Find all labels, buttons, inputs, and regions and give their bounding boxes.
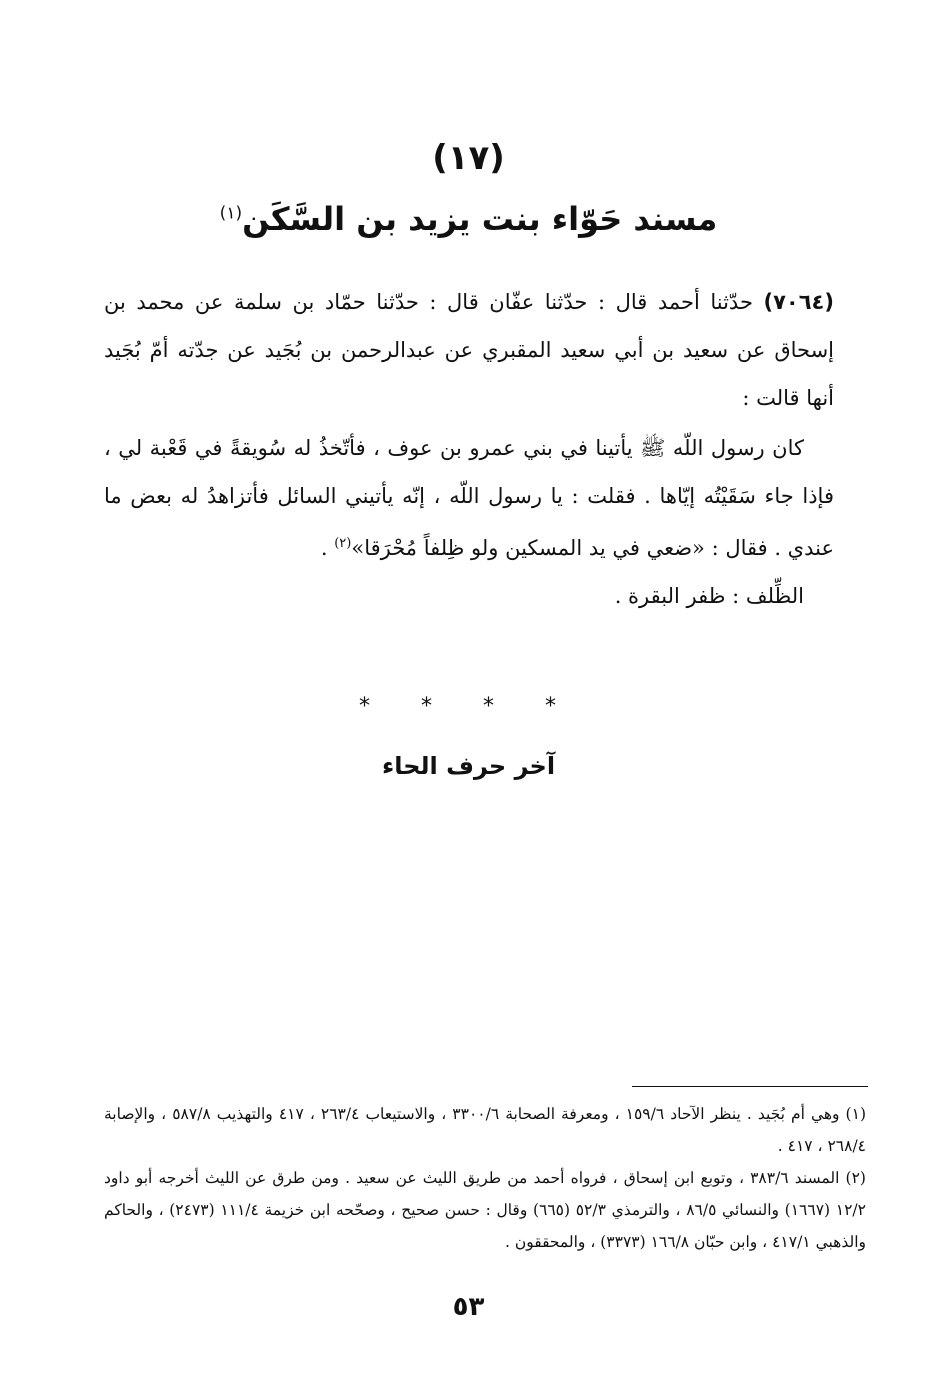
hadith-matn-paragraph <box>104 424 834 572</box>
section-separator: * * * * <box>359 694 578 719</box>
footnote-ref-1: (١) <box>219 203 243 224</box>
footnote-divider <box>632 1086 868 1087</box>
hadith-number: (٧٠٦٤) <box>763 290 834 314</box>
hadith-matn-end: . <box>320 536 335 560</box>
chapter-title <box>0 200 937 238</box>
gloss-text: الظِّلف : ظفر البقرة . <box>614 584 804 608</box>
footnote-1: (١) وهي أم بُجَيد . ينظر الآحاد ١٥٩/٦ ، ومعرفة الصحابة ٣٣٠٠/٦ ، والاستيعاب ٢٦٣/٤ ، ٤١٧ والتهذيب ٥٨٧/٨ ، والإصابة ٢٦٨/٤ ، ٤١٧ . <box>104 1105 866 1155</box>
gloss-paragraph <box>104 572 834 620</box>
chapter-title-text: مسند حَوّاء بنت يزيد بن السَّكَن <box>242 200 718 238</box>
hadith-matn: كان رسول اللّه ﷺ يأتينا في بني عمرو بن عوف ، فأتّخذُ له سُويقةً في قَعْبة لي ، فإذا جاء سَقَيْتُه إيّاها . فقلت : يا رسول اللّه ، إنّه يأتيني السائل فأتزاهدُ له بعض ما عندي . فقال : «ضعي في يد المسكين ولو ظِلفاً مُحْرَقا» <box>104 436 834 560</box>
footnotes <box>104 1098 866 1258</box>
closing-heading: آخر حرف الحاء <box>381 752 556 780</box>
footnote-ref-2: (٢) <box>334 536 352 551</box>
hadith-isnad-paragraph <box>104 278 834 422</box>
chapter-number: (١٧) <box>432 138 505 178</box>
footnote-2: (٢) المسند ٣٨٣/٦ ، وتوبع ابن إسحاق ، فرواه أحمد من طريق الليث عن سعيد . ومن طرق عن الليث أخرجه أبو داود ١٢/٢ (١٦٦٧) والنسائي ٨٦/٥ ، والترمذي ٥٢/٣ (٦٦٥) وقال : حسن صحيح ، وصحّحه ابن خزيمة ١١١/٤ (٢٤٧٣) ، والحاكم والذهبي ٤١٧/١ ، وابن حبّان ١٦٦/٨ (٣٣٧٣) ، والمحققون . <box>104 1169 866 1251</box>
page-number: ٥٣ <box>452 1292 485 1322</box>
hadith-isnad: حدّثنا أحمد قال : حدّثنا عفّان قال : حدّثنا حمّاد بن سلمة عن محمد بن إسحاق عن سعيد بن أبي سعيد المقبري عن عبدالرحمن بن بُجَيد عن جدّته أمّ بُجَيد أنها قالت : <box>104 290 834 410</box>
